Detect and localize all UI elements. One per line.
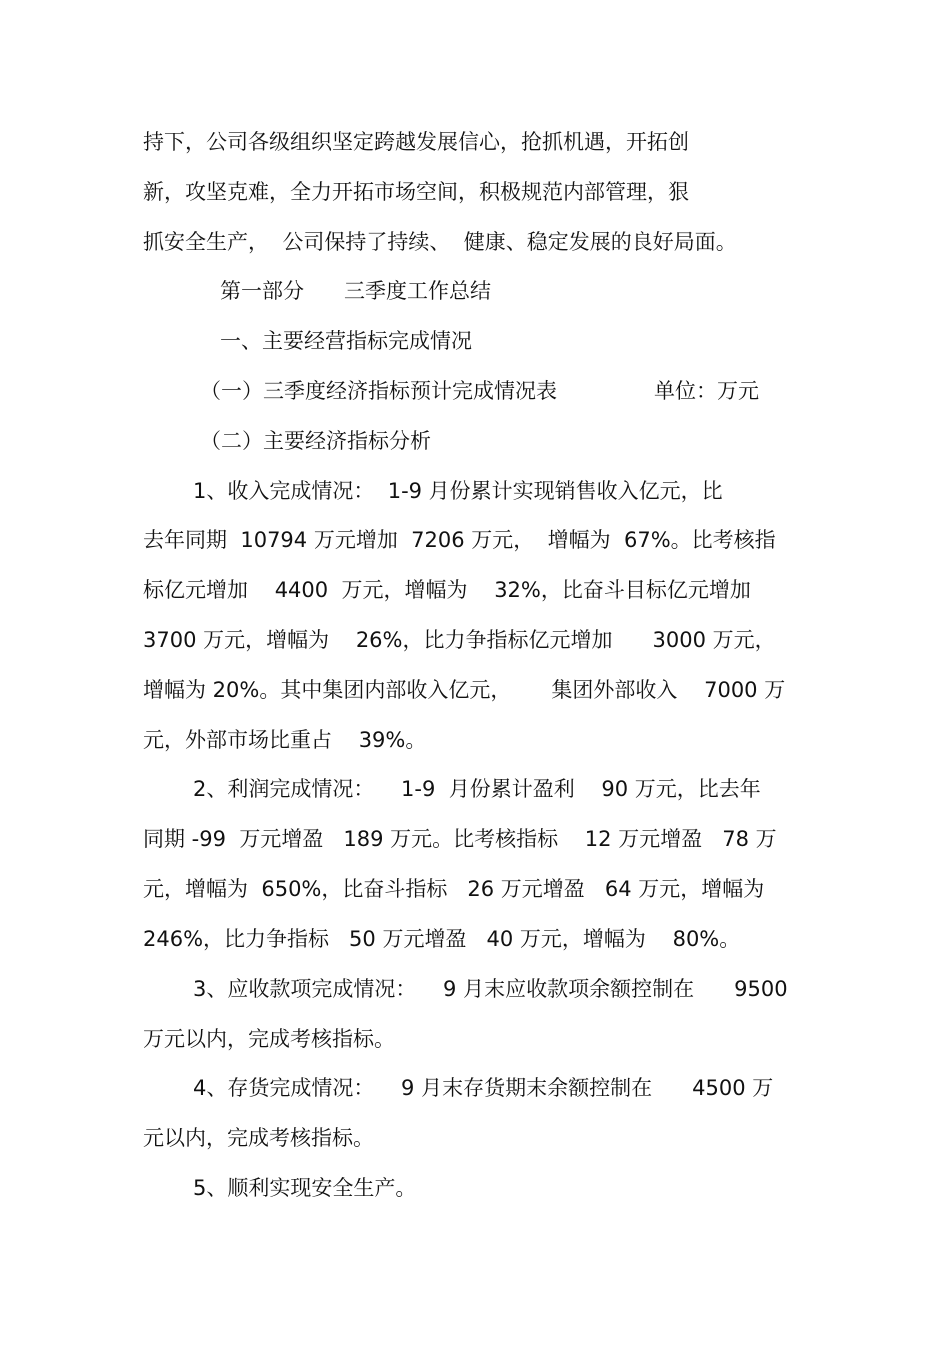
subsection-2-title: （二）主要经济指标分析: [200, 429, 431, 453]
item1-line-6: 元，外部市场比重占 39%。: [143, 728, 427, 752]
item2-line-1: 2、利润完成情况： 1-9 月份累计盈利 90 万元，比去年: [193, 777, 761, 801]
item1-line-1: 1、收入完成情况： 1-9 月份累计实现销售收入亿元，比: [193, 479, 723, 503]
item4-line-1: 4、存货完成情况： 9 月末存货期末余额控制在 4500 万: [193, 1076, 774, 1100]
item3-line-1: 3、应收款项完成情况： 9 月末应收款项余额控制在 9500: [193, 977, 788, 1001]
intro-line-1: 持下，公司各级组织坚定跨越发展信心，抢抓机遇，开拓创: [143, 130, 689, 154]
intro-line-2: 新，攻坚克难，全力开拓市场空间，积极规范内部管理，狠: [143, 180, 689, 204]
item1-line-3: 标亿元增加 4400 万元，增幅为 32%，比奋斗目标亿元增加: [143, 578, 751, 602]
intro-line-3: 抓安全生产， 公司保持了持续、 健康、稳定发展的良好局面。: [143, 230, 737, 254]
item1-line-5: 增幅为 20%。其中集团内部收入亿元， 集团外部收入 7000 万: [143, 678, 786, 702]
item1-line-4: 3700 万元，增幅为 26%，比力争指标亿元增加 3000 万元，: [143, 628, 776, 652]
item2-line-2: 同期 -99 万元增盈 189 万元。比考核指标 12 万元增盈 78 万: [143, 827, 777, 851]
subsection-1-title: （一）三季度经济指标预计完成情况表: [200, 379, 557, 403]
item1-line-2: 去年同期 10794 万元增加 7206 万元， 增幅为 67%。比考核指: [143, 528, 776, 552]
item2-line-4: 246%，比力争指标 50 万元增盈 40 万元，增幅为 80%。: [143, 927, 741, 951]
part-heading: 第一部分 三季度工作总结: [220, 279, 492, 303]
item5-line: 5、顺利实现安全生产。: [193, 1176, 417, 1200]
item3-line-2: 万元以内，完成考核指标。: [143, 1027, 395, 1051]
item2-line-3: 元，增幅为 650%，比奋斗指标 26 万元增盈 64 万元，增幅为: [143, 877, 765, 901]
section-heading: 一、主要经营指标完成情况: [220, 329, 472, 353]
unit-label: 单位：万元: [654, 379, 759, 403]
item4-line-2: 元以内，完成考核指标。: [143, 1126, 374, 1150]
